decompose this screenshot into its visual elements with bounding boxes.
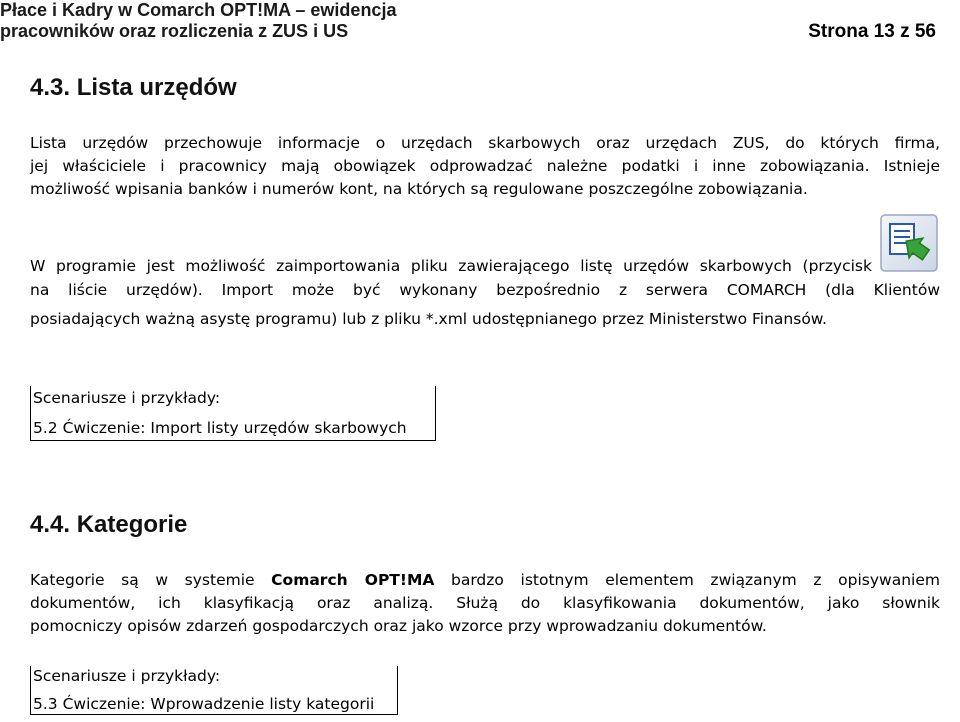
document-header-title [0, 0, 396, 42]
brand-name: Comarch OPT!MA [271, 571, 435, 589]
page-number: Strona 13 z 56 [808, 21, 936, 42]
import-list-icon[interactable] [880, 214, 938, 272]
scenario-link-import[interactable]: 5.2 Ćwiczenie: Import listy urzędów skarbowych [33, 419, 407, 437]
header-title-line2: pracowników oraz rozliczenia z ZUS i US [0, 21, 349, 41]
scenario-box-4-3 [30, 386, 436, 441]
paragraph-line: W programie jest możliwość zaimportowania pliku zawierającego listę urzędów skarbowych (przycisk [30, 257, 872, 275]
paragraph-lista-urzedow [30, 132, 940, 201]
paragraph-line [30, 569, 940, 592]
paragraph-import [30, 254, 940, 332]
paragraph-line: pomocniczy opisów zdarzeń gospodarczych oraz jako wzorce przy wprowadzaniu dokumentów. [30, 617, 767, 635]
paragraph-kategorie [30, 569, 940, 638]
header-title-line1: Płace i Kadry w Comarch OPT!MA – ewidencja [0, 0, 397, 20]
paragraph-line: możliwość wpisania banków i numerów kont, na których są regulowane poszczególne zobowiązania. [30, 180, 808, 198]
scenario-link-categories[interactable]: 5.3 Ćwiczenie: Wprowadzenie listy kategorii [33, 695, 375, 713]
paragraph-line: na liście urzędów). Import może być wykonany bezpośrednio z serwera COMARCH (dla Klientów [30, 281, 940, 299]
paragraph-line: jej właściciele i pracownicy mają obowiązek odprowadzać należne podatki i inne zobowiązania. Istnieje [30, 157, 940, 175]
scenarios-label: Scenariusze i przykłady: [33, 389, 221, 407]
scenario-box-4-4 [30, 666, 398, 715]
paragraph-line: dokumentów, ich klasyfikacją oraz analizą. Służą do klasyfikowania dokumentów, jako słownik [30, 594, 940, 612]
scenarios-label: Scenariusze i przykłady: [33, 667, 221, 685]
paragraph-line: posiadających ważną asystę programu) lub z pliku *.xml udostępnianego przez Ministerstwo Finansów. [30, 310, 827, 328]
paragraph-text: Kategorie są w systemie [30, 571, 255, 589]
section-heading-4-3: 4.3. Lista urzędów [30, 74, 237, 101]
paragraph-line: Lista urzędów przechowuje informacje o urzędach skarbowych oraz urzędach ZUS, do których firma, [30, 134, 940, 152]
section-heading-4-4: 4.4. Kategorie [30, 511, 188, 538]
paragraph-text: bardzo istotnym elementem związanym z opisywaniem [451, 571, 940, 589]
